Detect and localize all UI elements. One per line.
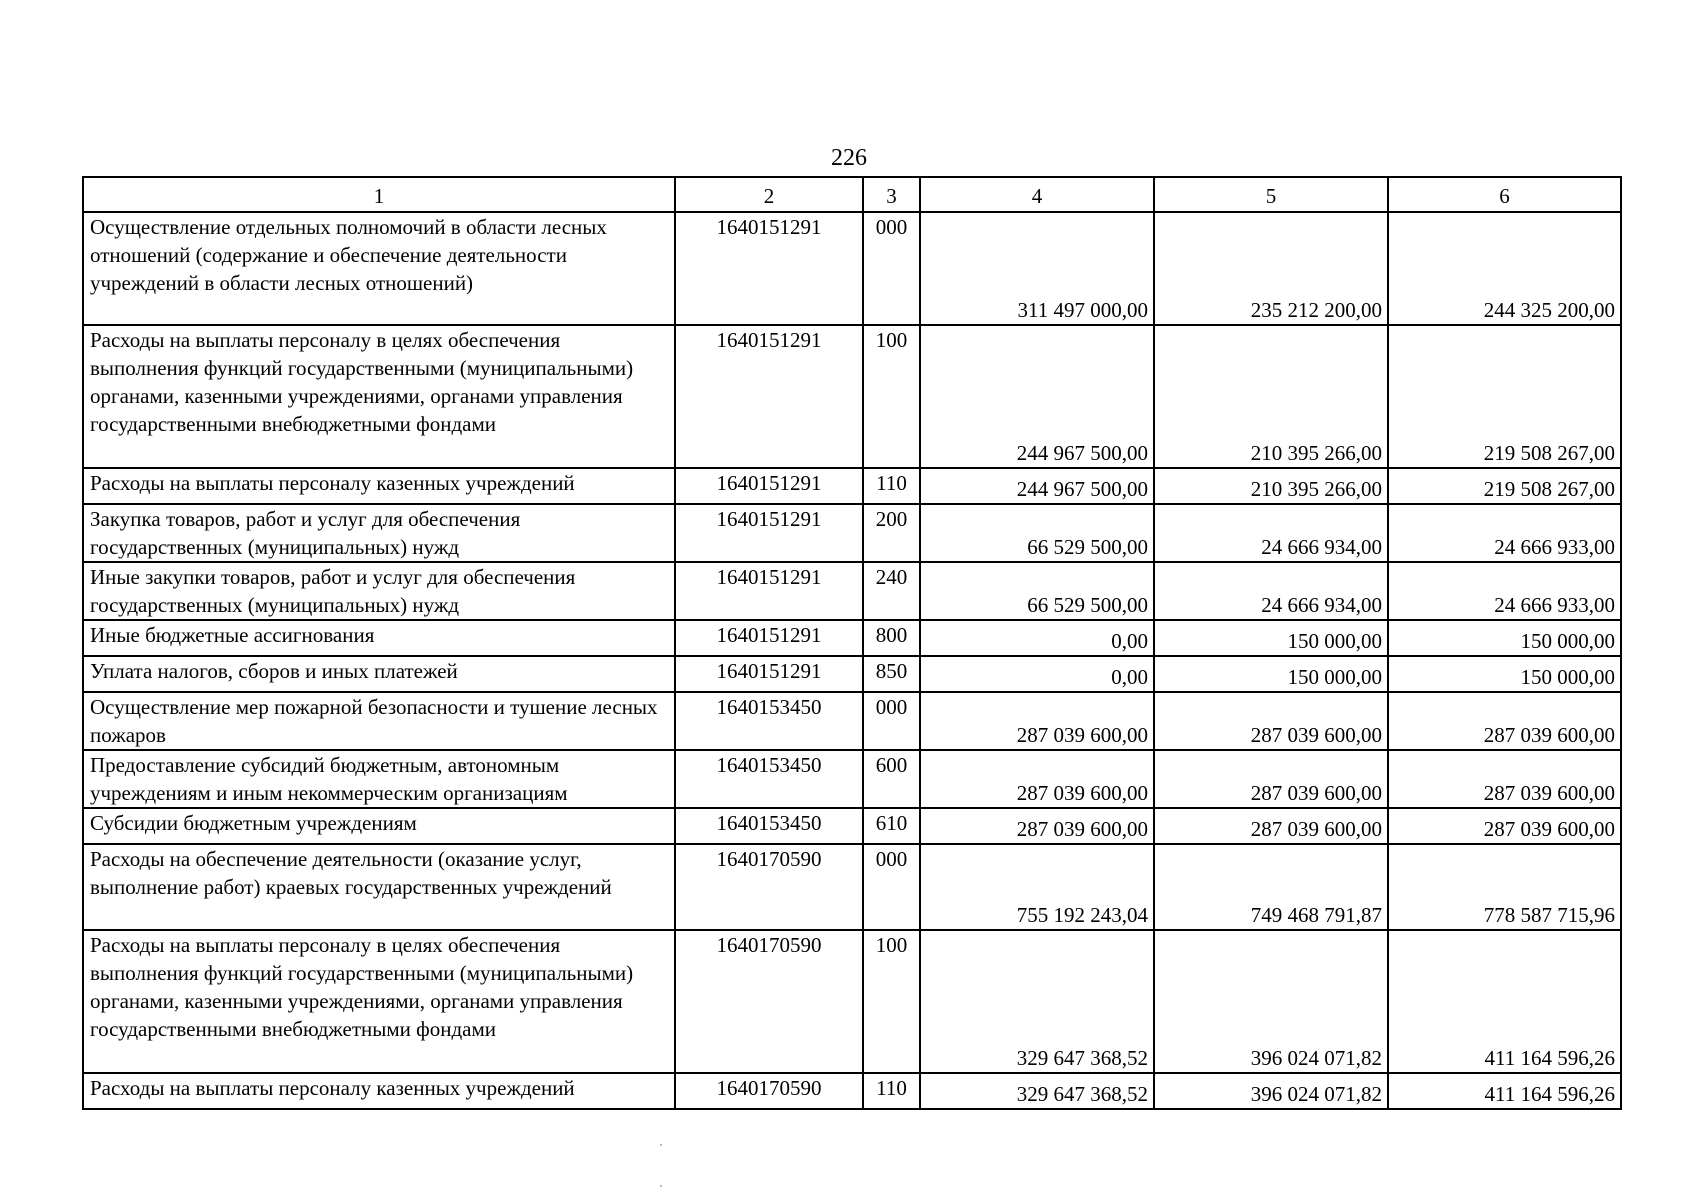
row-code: 1640170590 bbox=[675, 930, 863, 1073]
row-name: Субсидии бюджетным учреждениям bbox=[83, 808, 675, 844]
row-value-5: 150 000,00 bbox=[1154, 620, 1388, 656]
row-value-6: 411 164 596,26 bbox=[1388, 930, 1621, 1073]
row-name: Предоставление субсидий бюджетным, автономным учреждениям и иным некоммерческим организациям bbox=[83, 750, 675, 808]
row-code: 1640170590 bbox=[675, 1073, 863, 1109]
table-row bbox=[83, 325, 1621, 468]
table-row bbox=[83, 562, 1621, 620]
row-code: 1640151291 bbox=[675, 468, 863, 504]
row-kind: 240 bbox=[863, 562, 920, 620]
row-value-6: 287 039 600,00 bbox=[1388, 808, 1621, 844]
row-value-4: 66 529 500,00 bbox=[920, 504, 1154, 562]
row-code: 1640151291 bbox=[675, 620, 863, 656]
row-value-4: 287 039 600,00 bbox=[920, 808, 1154, 844]
page-number: 226 bbox=[831, 145, 867, 171]
row-name: Иные закупки товаров, работ и услуг для обеспечения государственных (муниципальных) нужд bbox=[83, 562, 675, 620]
row-name: Осуществление отдельных полномочий в области лесных отношений (содержание и обеспечение деятельности учреждений в области лесных отношений) bbox=[83, 212, 675, 325]
scan-speck bbox=[660, 1144, 662, 1146]
row-value-4: 329 647 368,52 bbox=[920, 930, 1154, 1073]
table-row bbox=[83, 750, 1621, 808]
table-row bbox=[83, 692, 1621, 750]
scan-speck bbox=[660, 1185, 662, 1187]
budget-table bbox=[82, 176, 1622, 1110]
row-code: 1640151291 bbox=[675, 656, 863, 692]
row-kind: 000 bbox=[863, 212, 920, 325]
row-kind: 800 bbox=[863, 620, 920, 656]
row-name: Уплата налогов, сборов и иных платежей bbox=[83, 656, 675, 692]
row-kind: 000 bbox=[863, 844, 920, 930]
row-code: 1640153450 bbox=[675, 692, 863, 750]
row-code: 1640151291 bbox=[675, 212, 863, 325]
row-value-4: 0,00 bbox=[920, 656, 1154, 692]
row-code: 1640153450 bbox=[675, 808, 863, 844]
table-row bbox=[83, 808, 1621, 844]
row-value-5: 150 000,00 bbox=[1154, 656, 1388, 692]
row-kind: 000 bbox=[863, 692, 920, 750]
row-kind: 100 bbox=[863, 930, 920, 1073]
row-value-6: 24 666 933,00 bbox=[1388, 562, 1621, 620]
row-value-4: 287 039 600,00 bbox=[920, 750, 1154, 808]
row-value-5: 210 395 266,00 bbox=[1154, 468, 1388, 504]
row-value-5: 396 024 071,82 bbox=[1154, 1073, 1388, 1109]
row-kind: 850 bbox=[863, 656, 920, 692]
table-row bbox=[83, 656, 1621, 692]
row-kind: 610 bbox=[863, 808, 920, 844]
column-header: 2 bbox=[675, 177, 863, 212]
column-header: 6 bbox=[1388, 177, 1621, 212]
row-name: Закупка товаров, работ и услуг для обеспечения государственных (муниципальных) нужд bbox=[83, 504, 675, 562]
row-code: 1640151291 bbox=[675, 325, 863, 468]
row-value-4: 287 039 600,00 bbox=[920, 692, 1154, 750]
column-header: 1 bbox=[83, 177, 675, 212]
row-code: 1640153450 bbox=[675, 750, 863, 808]
row-value-6: 150 000,00 bbox=[1388, 656, 1621, 692]
row-value-5: 24 666 934,00 bbox=[1154, 504, 1388, 562]
row-kind: 100 bbox=[863, 325, 920, 468]
row-value-4: 244 967 500,00 bbox=[920, 468, 1154, 504]
row-name: Расходы на выплаты персоналу в целях обеспечения выполнения функций государственными (муниципальными) органами, казенными учреждениями, органами управления государственными внебюджетными фондами bbox=[83, 930, 675, 1073]
table-row bbox=[83, 620, 1621, 656]
table-row bbox=[83, 504, 1621, 562]
row-value-5: 235 212 200,00 bbox=[1154, 212, 1388, 325]
row-name: Иные бюджетные ассигнования bbox=[83, 620, 675, 656]
table-row bbox=[83, 844, 1621, 930]
row-value-4: 329 647 368,52 bbox=[920, 1073, 1154, 1109]
row-kind: 200 bbox=[863, 504, 920, 562]
table-row bbox=[83, 212, 1621, 325]
column-header: 5 bbox=[1154, 177, 1388, 212]
row-code: 1640151291 bbox=[675, 504, 863, 562]
row-name: Расходы на выплаты персоналу казенных учреждений bbox=[83, 1073, 675, 1109]
row-value-5: 210 395 266,00 bbox=[1154, 325, 1388, 468]
table-row bbox=[83, 930, 1621, 1073]
row-value-6: 219 508 267,00 bbox=[1388, 325, 1621, 468]
row-value-5: 287 039 600,00 bbox=[1154, 692, 1388, 750]
row-kind: 600 bbox=[863, 750, 920, 808]
table-row bbox=[83, 1073, 1621, 1109]
row-value-6: 219 508 267,00 bbox=[1388, 468, 1621, 504]
row-name: Расходы на выплаты персоналу в целях обеспечения выполнения функций государственными (муниципальными) органами, казенными учреждениями, органами управления государственными внебюджетными фондами bbox=[83, 325, 675, 468]
row-code: 1640170590 bbox=[675, 844, 863, 930]
row-kind: 110 bbox=[863, 468, 920, 504]
row-value-6: 287 039 600,00 bbox=[1388, 692, 1621, 750]
row-value-6: 24 666 933,00 bbox=[1388, 504, 1621, 562]
table-row bbox=[83, 468, 1621, 504]
row-code: 1640151291 bbox=[675, 562, 863, 620]
row-value-5: 287 039 600,00 bbox=[1154, 808, 1388, 844]
column-header: 4 bbox=[920, 177, 1154, 212]
row-name: Расходы на обеспечение деятельности (оказание услуг, выполнение работ) краевых государственных учреждений bbox=[83, 844, 675, 930]
row-value-6: 411 164 596,26 bbox=[1388, 1073, 1621, 1109]
row-value-6: 778 587 715,96 bbox=[1388, 844, 1621, 930]
header-row bbox=[83, 177, 1621, 212]
row-value-5: 396 024 071,82 bbox=[1154, 930, 1388, 1073]
row-value-5: 287 039 600,00 bbox=[1154, 750, 1388, 808]
row-value-4: 0,00 bbox=[920, 620, 1154, 656]
row-value-6: 287 039 600,00 bbox=[1388, 750, 1621, 808]
row-name: Расходы на выплаты персоналу казенных учреждений bbox=[83, 468, 675, 504]
row-value-6: 244 325 200,00 bbox=[1388, 212, 1621, 325]
row-kind: 110 bbox=[863, 1073, 920, 1109]
row-value-6: 150 000,00 bbox=[1388, 620, 1621, 656]
column-header: 3 bbox=[863, 177, 920, 212]
row-value-4: 755 192 243,04 bbox=[920, 844, 1154, 930]
row-value-5: 749 468 791,87 bbox=[1154, 844, 1388, 930]
row-value-4: 311 497 000,00 bbox=[920, 212, 1154, 325]
row-value-4: 66 529 500,00 bbox=[920, 562, 1154, 620]
row-value-5: 24 666 934,00 bbox=[1154, 562, 1388, 620]
row-value-4: 244 967 500,00 bbox=[920, 325, 1154, 468]
row-name: Осуществление мер пожарной безопасности и тушение лесных пожаров bbox=[83, 692, 675, 750]
